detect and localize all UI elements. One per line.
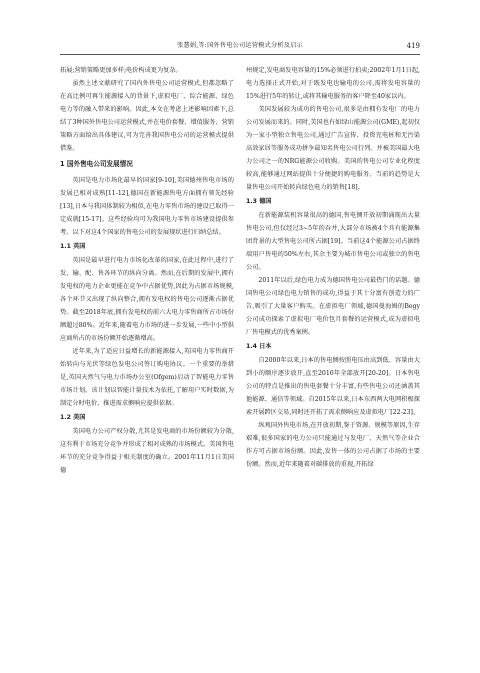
- paragraph: 在新能源装机容量很高的德国,售电侧开放初期涌现出大量售电公司,但仅经过3~5年的吞并,大部分市场被4个具有能源集团背景的大型售电公司所占据[19]。当前这4个能源公司占据终端用户售电的50%左右,其余主要为城市售电公司或独立的售电公司。: [246, 212, 420, 271]
- paragraph: 自2000年以来,日本的售电侧按照电压由高到低、容量由大到小的顺序逐步放开,直至2016年全部放开[20-20]。日本售电公司的特点是推出的售电套餐十分丰富,有些售电公司还涵盖其他能源、通信等领域。自2015年以来,日本东西两大电网积极探索开展跨区交易,同时还开拓了需求侧响应及虚拟电厂[22-23]。: [246, 357, 420, 416]
- paragraph: 拓展;营销策略更加多样;电价构成更为复杂。: [60, 67, 182, 74]
- paragraph: 英国是电力市场化最早的国家[9-10],美国德州售电市场的发展已相对成熟[11-12],德国在新能源售电方面拥有领先经验[13],日本与我国体制较为相似,在电力零售市场的建设已取得一定成就[15-17]。这些经验均可为我国电力零售市场建设提供参考。以下对这4个国家的售电公司的发展现状进行归纳总结。: [60, 177, 234, 236]
- page-number: 419: [406, 42, 420, 50]
- paragraph: 美国电力公司产权分散,尤其是发电商的市场份额较为分散,这有利于市场充分竞争并形成了相对成熟的市场模式。美国售电环节的充分竞争得益于相关制度的确立。2001年11月1日美国德: [60, 428, 234, 474]
- subsection-heading: 1.4 日本: [246, 343, 272, 350]
- paragraph: 纵观国外售电市场,在开放初期,鉴于资源、规模等原因,生存艰难,很多国家的电力公司只能通过与发电厂、天然气等企业合作方可占据市场份额。因此,发售一体的公司占据了市场的主要份额。然而,近年来随着对碳排放的重视,开拓绿: [246, 422, 420, 468]
- subsection-heading: 1.2 美国: [60, 414, 86, 421]
- paragraph: 州规定,发电商发电容量的15%必须进行拍卖;2002年1月1日起,电力选择正式开始,对于既发电也输电的公司,需将发电容量的15%进行5年的转让,或将其输电服务的客户降至40家以内。: [246, 67, 420, 100]
- header-rule: [60, 54, 420, 55]
- paragraph: 英国是最早进行电力市场化改革的国家,在此过程中,进行了发、输、配、售各环节的纵向分离。然而,在后期的发展中,拥有发电权的电力企业更能在竞争中占据优势,因此为占据市场规模,各个环节又出现了纵向整合,拥有发电权的售电公司逐渐占据优势。截至2018年底,拥有发电权的前六大电力零售商所占市场份额超过80%。近年来,随着电力市场的进一步发展,一些中小型供应商所占的市场份额开始逐渐增高。: [60, 257, 234, 342]
- section-heading: 1 国外售电公司发展情况: [60, 160, 133, 168]
- left-column: [60, 64, 234, 477]
- paragraph: 虽然上述文献研究了国内外售电公司运营模式,但都忽略了在高比例可再生能源接入的背景下,虚拟电厂、综合能源、绿色电力等的融入带来的影响。因此,本文在考虑上述影响因素下,总结了3种国外售电公司运营模式,并在电价套餐、增值服务、营销策略方面给出具体建议,可为完善我国售电公司的运营模式提供借鉴。: [60, 80, 234, 152]
- subsection-heading: 1.3 德国: [246, 198, 272, 205]
- right-column: [246, 64, 420, 471]
- paragraph: 2011年以后,绿色电力成为德国售电公司最热门的话题。德国售电公司绿色电力销售的成功,得益于其十分富有创造力的广告,吸引了大量客户购买。在虚拟电厂领域,德国曼海姆的Begy公司成功探索了虚拟电厂电价包月套餐的运营模式,成为虚拟电厂售电模式的优秀案例。: [246, 277, 420, 336]
- paragraph: 美国发展较为成功的售电公司,很多是由拥有发电厂的电力公司发展而来的。同时,美国也有如绿山能源公司(GME),起初仅为一家小型独立售电公司,通过广告宣传、投资充电桩和无污染高效家居等服务成功拼争最知名售电公司行列。并被美国最大电力公司之一的NRG能源公司收购。美国的售电公司专业化程度较高,能够通过网站提供十分便捷的购电服务。当前的趋势是大量售电公司开始转向绿色电力的销售[18]。: [246, 106, 420, 191]
- running-head: [60, 40, 420, 52]
- paragraph: 近年来,为了适应日益增长的新能源接入,英国电力零售商开始转向与光伏等绿色发电公司签订购电协议。一个重要的举措是,英国天然气与电力市场办公室(Ofgem)启动了智能电力零售市场计划。该计划以智能计量技术为依托,了解用户实时数据,为制定分时电价、推进需求侧响应提供依据。: [60, 348, 234, 407]
- running-title: 张慧娟,等:国外售电公司运营模式分析及启示: [177, 42, 303, 49]
- subsection-heading: 1.1 英国: [60, 243, 86, 250]
